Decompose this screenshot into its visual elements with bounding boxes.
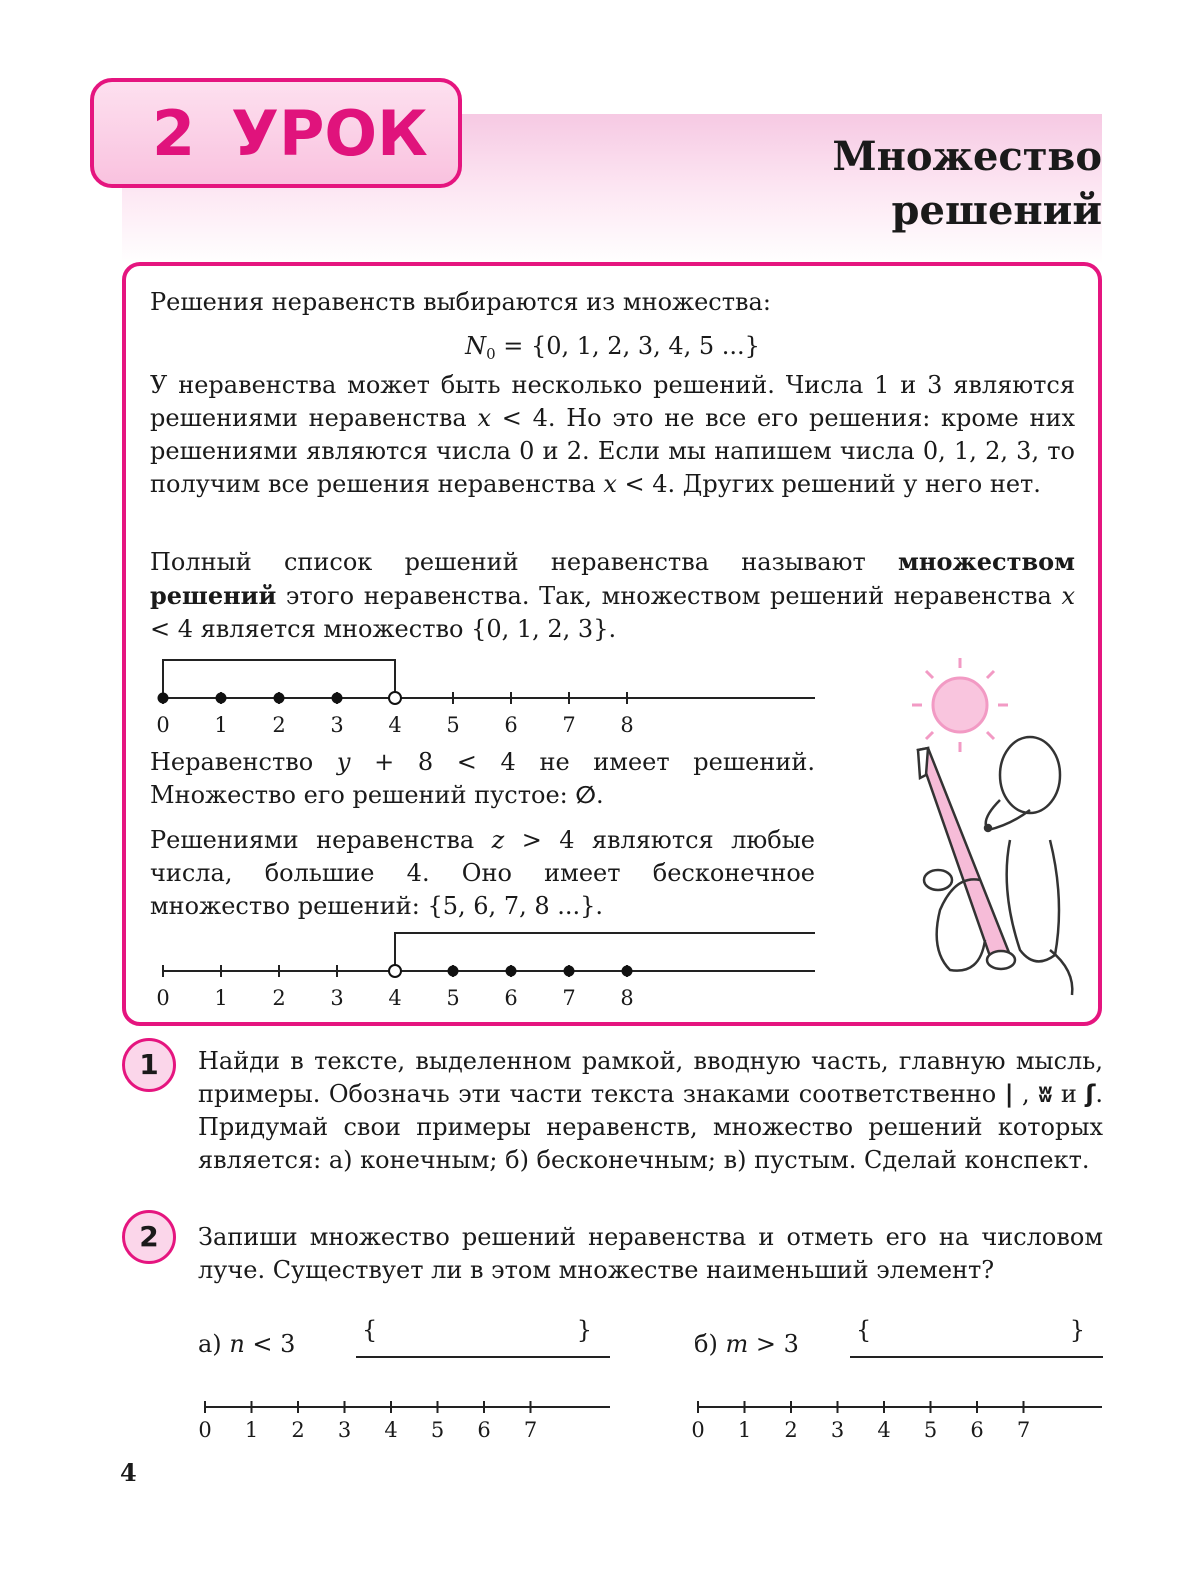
task-2b-number-ray[interactable] — [690, 1395, 1105, 1450]
tick-label-3: 3 — [330, 986, 344, 1010]
tick-label-2: 2 — [291, 1418, 305, 1442]
tick-label-5: 5 — [446, 986, 460, 1010]
open-point-4 — [389, 965, 401, 977]
theory-paragraph-1: Решения неравенств выбираются из множества: — [150, 288, 771, 316]
tick-label-7: 7 — [562, 713, 576, 737]
main-idea-mark-icon: ʬ — [1038, 1080, 1053, 1108]
solution-point-0 — [158, 693, 169, 704]
tick-label-2: 2 — [784, 1418, 798, 1442]
tick-label-3: 3 — [337, 1418, 352, 1442]
solution-point-2 — [274, 693, 285, 704]
solution-point-7 — [564, 966, 575, 977]
solution-point-8 — [622, 966, 633, 977]
tick-label-1: 1 — [214, 713, 228, 737]
tick-label-2: 2 — [272, 986, 286, 1010]
number-line-z-greater-4 — [150, 930, 820, 1015]
lesson-number: 2 — [152, 96, 196, 170]
sun-icon — [912, 658, 1008, 752]
tick-label-6: 6 — [504, 713, 518, 737]
tick-label-1: 1 — [244, 1418, 259, 1442]
tick-label-7: 7 — [523, 1418, 538, 1442]
intro-mark-icon: | — [1004, 1080, 1014, 1108]
tick-label-0: 0 — [691, 1418, 705, 1442]
tick-label-8: 8 — [620, 713, 634, 737]
solution-point-6 — [506, 966, 517, 977]
tick-label-8: 8 — [620, 986, 634, 1010]
tick-label-7: 7 — [562, 986, 576, 1010]
tick-label-4: 4 — [877, 1418, 891, 1442]
page-number: 4 — [120, 1458, 137, 1487]
title-line-2: решений — [891, 187, 1102, 234]
number-line-x-less-4 — [150, 655, 820, 740]
theory-paragraph-5: Решениями неравенства z > 4 являются любые числа, большие 4. Оно имеет бесконечное множество решений: {5, 6, 7, 8 ...}. — [150, 826, 815, 920]
task-2b-label: б) m > 3 — [694, 1330, 799, 1358]
task-2a-answer-field[interactable]: { } — [356, 1330, 610, 1358]
task-1-badge: 1 — [122, 1038, 176, 1092]
set-formula: $N_0 = \{0$, 1, 2, 3, 4, 5 ...} — [465, 332, 760, 363]
task-1-text: Найди в тексте, выделенном рамкой, вводную часть, главную мысль, примеры. Обозначь эти части текста знаками соответственно | , ʬ и ʃ. Придумай свои примеры неравенств, множество решений которых является: а) конечным; б) бесконечным; в) пустым. Сделай конспект. — [198, 1047, 1103, 1174]
tick-label-6: 6 — [504, 986, 518, 1010]
tick-label-7: 7 — [1016, 1418, 1031, 1442]
tick-label-4: 4 — [388, 986, 402, 1010]
task-2b-answer-field[interactable]: { } — [850, 1330, 1103, 1358]
tick-label-1: 1 — [214, 986, 228, 1010]
task-2-text: Запиши множество решений неравенства и отметь его на числовом луче. Существует ли в этом множестве наименьший элемент? — [198, 1223, 1103, 1284]
solution-bracket — [395, 933, 815, 971]
solution-point-3 — [332, 693, 343, 704]
example-mark-icon: ʃ — [1085, 1080, 1096, 1108]
mouse-with-pencil-illustration — [860, 650, 1090, 1000]
open-point-4 — [389, 692, 401, 704]
tick-label-4: 4 — [384, 1418, 398, 1442]
tick-label-2: 2 — [272, 713, 286, 737]
tick-label-3: 3 — [330, 713, 344, 737]
page-title — [832, 130, 1102, 238]
theory-paragraph-4: Неравенство y + 8 < 4 не имеет решений. Множество его решений пустое: ∅. — [150, 748, 816, 809]
tick-label-5: 5 — [430, 1418, 445, 1442]
lesson-word: УРОК — [231, 96, 428, 170]
title-line-1: Множество — [832, 133, 1102, 180]
tick-label-6: 6 — [970, 1418, 984, 1442]
lesson-tab — [90, 78, 462, 188]
tick-label-0: 0 — [198, 1418, 212, 1442]
task-2-badge: 2 — [122, 1210, 176, 1264]
tick-label-4: 4 — [388, 713, 402, 737]
theory-paragraph-2: У неравенства может быть несколько решений. Числа 1 и 3 являются решениями неравенства x < 4. Но это не все его решения: кроме них решениями являются числа 0 и 2. Если мы напишем числа 0, 1, 2, 3, то получим все решения неравенства x < 4. Других решений у него нет. — [150, 371, 1075, 498]
tick-label-3: 3 — [830, 1418, 845, 1442]
theory-paragraph-3: Полный список решений неравенства называют множеством решений этого неравенства. Так, множеством решений неравенства x < 4 является множество {0, 1, 2, 3}. — [150, 547, 1075, 643]
tick-label-1: 1 — [737, 1418, 752, 1442]
tick-label-6: 6 — [477, 1418, 491, 1442]
tick-label-5: 5 — [923, 1418, 938, 1442]
solution-point-5 — [448, 966, 459, 977]
tick-label-0: 0 — [156, 713, 170, 737]
tick-label-0: 0 — [156, 986, 170, 1010]
solution-point-1 — [216, 693, 227, 704]
tick-label-5: 5 — [446, 713, 460, 737]
task-2a-label: а) n < 3 — [198, 1330, 296, 1358]
task-2a-number-ray[interactable] — [198, 1395, 613, 1450]
